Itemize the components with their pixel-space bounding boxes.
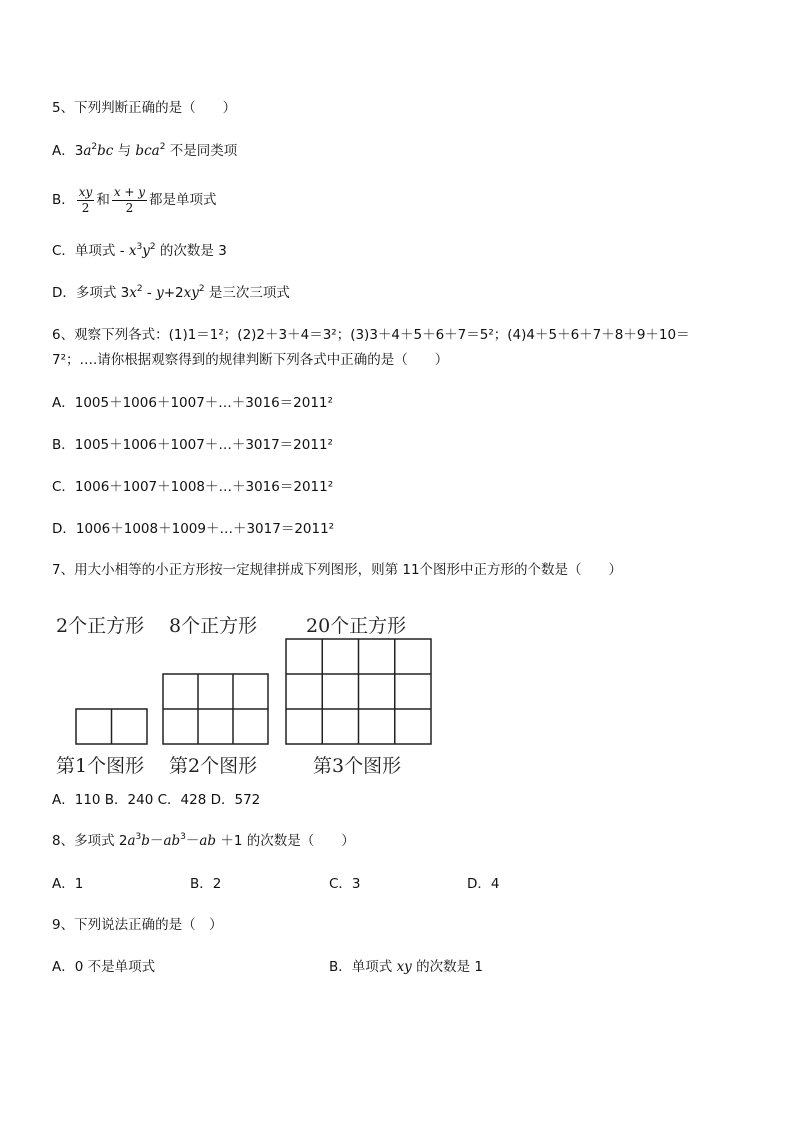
q5-d-prefix: D．多项式 3 xyxy=(52,285,130,301)
q5-c-exp: 3 xyxy=(136,242,143,252)
q9-b-prefix: B．单项式 xyxy=(329,959,397,975)
q5-c-var: y xyxy=(142,243,150,259)
q8-option-d: D．4 xyxy=(467,876,500,892)
q7-stem: 7、用大小相等的小正方形按一定规律拼成下列图形，则第 11个图形中正方形的个数是（ ） xyxy=(52,562,623,578)
q5-c-var: x xyxy=(128,243,137,259)
fraction-denominator: 2 xyxy=(125,200,134,215)
q8-stem xyxy=(52,831,355,851)
q8-minus: － xyxy=(185,833,200,849)
q5-option-a xyxy=(52,141,237,161)
q9-b-tail: 的次数是 1 xyxy=(411,959,483,975)
q5-c-exp: 2 xyxy=(149,242,156,252)
q5-c-prefix: C．单项式 - xyxy=(52,243,129,259)
fraction-numerator: x + y xyxy=(113,184,146,199)
q5-a-mid: 与 xyxy=(113,143,136,159)
q8-var: b xyxy=(141,833,150,849)
q5-b-mid: 和 xyxy=(96,192,110,208)
figure3-caption: 第3个图形 xyxy=(313,755,402,777)
q5-a-tail: 不是同类项 xyxy=(165,143,238,159)
fraction-denominator: 2 xyxy=(81,200,90,215)
q5-d-var: x xyxy=(129,285,137,301)
q8-option-b: B．2 xyxy=(190,876,222,892)
q8-option-c: C．3 xyxy=(329,876,361,892)
q9-stem: 9、下列说法正确的是（ ） xyxy=(52,917,223,933)
q8-minus: － xyxy=(149,833,164,849)
q9-b-var: xy xyxy=(396,959,412,975)
q8-option-a: A．1 xyxy=(52,876,84,892)
q8-stem-prefix: 8、多项式 2 xyxy=(52,833,128,849)
figure1-caption: 第1个图形 xyxy=(56,755,145,777)
q5-d-exp: 2 xyxy=(198,284,205,294)
q5-option-b xyxy=(52,182,217,218)
q6-stem-line2: 7²；….请你根据观察得到的规律判断下列各式中正确的是（ ） xyxy=(52,352,449,368)
q5-d-mid: - xyxy=(142,285,157,301)
figure3-count-label: 20个正方形 xyxy=(306,615,407,637)
q5-b-fraction xyxy=(77,185,95,216)
figure2-count-label: 8个正方形 xyxy=(169,615,258,637)
q6-option-a: A．1005＋1006＋1007＋…＋3016＝2011² xyxy=(52,395,333,411)
q5-option-c xyxy=(52,241,227,261)
fraction-numerator: xy xyxy=(78,184,93,199)
figure2-caption: 第2个图形 xyxy=(169,755,258,777)
q5-a-var: bc xyxy=(97,143,114,159)
q8-exp: 3 xyxy=(180,832,186,842)
q8-var: a xyxy=(127,833,136,849)
q8-var: ab xyxy=(199,833,217,849)
figure3-grid xyxy=(286,639,431,744)
q5-d-var: y xyxy=(156,285,164,301)
q6-option-d: D．1006＋1008＋1009＋…＋3017＝2011² xyxy=(52,521,335,537)
q6-stem-line1: 6、观察下列各式：(1)1＝1²；(2)2＋3＋4＝3²；(3)3＋4＋5＋6＋7＝5²；(4)4＋5＋6＋7＋8＋9＋10＝ xyxy=(52,327,690,343)
q5-b-tail: 都是单项式 xyxy=(149,192,217,208)
figure1-count-label: 2个正方形 xyxy=(56,615,145,637)
q5-a-exp: 2 xyxy=(159,142,166,152)
q9-option-a: A．0 不是单项式 xyxy=(52,959,156,975)
figure2-grid xyxy=(163,674,268,744)
q5-d-tail: 是三次三项式 xyxy=(204,285,290,301)
q7-options: A．110 B．240 C．428 D．572 xyxy=(52,792,261,808)
q8-exp: 3 xyxy=(135,832,142,842)
figure1-grid xyxy=(76,709,147,744)
q5-b-fraction xyxy=(112,185,147,216)
q5-option-d xyxy=(52,283,290,303)
q5-a-prefix: A．3 xyxy=(52,143,84,159)
q5-a-exp: 2 xyxy=(91,142,98,152)
q6-option-c: C．1006＋1007＋1008＋…＋3016＝2011² xyxy=(52,479,334,495)
q5-d-exp: 2 xyxy=(136,284,143,294)
q5-a-var: a xyxy=(83,143,92,159)
q5-d-mid: +2 xyxy=(163,285,184,301)
q5-c-tail: 的次数是 3 xyxy=(155,243,227,259)
q6-option-b: B．1005＋1006＋1007＋…＋3017＝2011² xyxy=(52,437,333,453)
q8-var: ab xyxy=(163,833,181,849)
q5-d-var: xy xyxy=(183,285,199,301)
q5-b-prefix: B． xyxy=(52,192,75,208)
q8-stem-tail: ＋1 的次数是（ ） xyxy=(216,833,355,849)
q9-option-b xyxy=(329,957,483,977)
q5-a-var: bca xyxy=(135,143,160,159)
q5-stem: 5、下列判断正确的是（ ） xyxy=(52,100,237,116)
